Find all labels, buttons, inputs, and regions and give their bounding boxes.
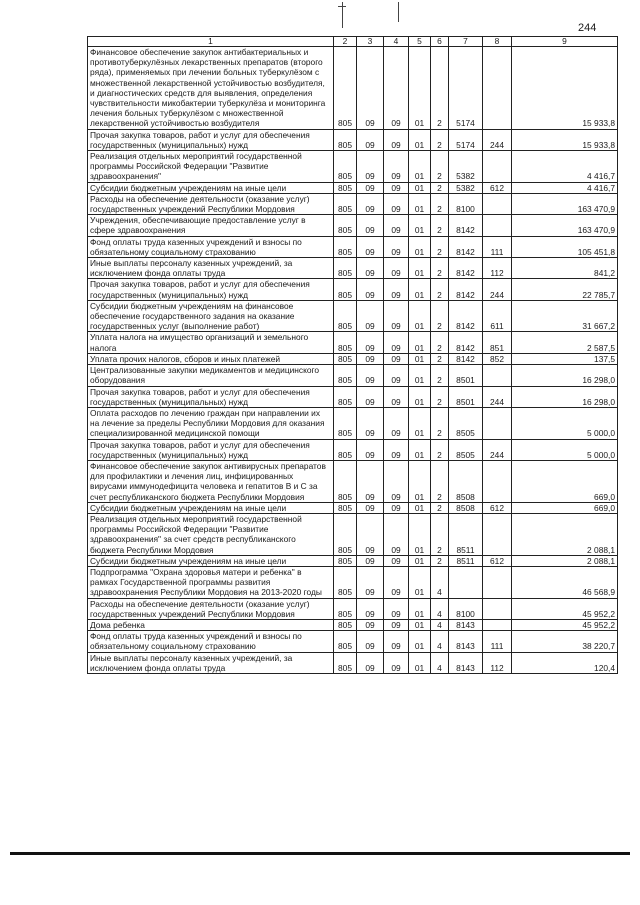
row-section: 09 [357,598,384,619]
row-subsection: 09 [384,407,409,439]
row-name: Субсидии бюджетным учреждениям на иные цели [88,502,334,513]
row-subsection: 09 [384,300,409,332]
row-subprogram: 2 [431,332,449,353]
row-section: 09 [357,439,384,460]
row-name: Прочая закупка товаров, работ и услуг для обеспечения государственных (муниципальных) нужд [88,279,334,300]
row-section: 09 [357,407,384,439]
row-name: Фонд оплаты труда казенных учреждений и взносы по обязательному социальному страхованию [88,236,334,257]
row-subsection: 09 [384,332,409,353]
row-section: 09 [357,215,384,236]
row-expense-type [483,619,512,630]
row-amount: 45 952,2 [512,619,618,630]
row-subprogram: 2 [431,353,449,364]
row-expense-type [483,365,512,386]
row-amount: 16 298,0 [512,365,618,386]
row-admin-code: 805 [334,566,357,598]
table-row [88,513,618,555]
row-name: Иные выплаты персоналу казенных учреждений, за исключением фонда оплаты труда [88,258,334,279]
row-subsection: 09 [384,502,409,513]
row-target-code: 8501 [449,386,483,407]
table-row [88,365,618,386]
row-target-code: 8142 [449,215,483,236]
row-admin-code: 805 [334,652,357,673]
row-expense-type [483,566,512,598]
table-row [88,332,618,353]
row-expense-type [483,598,512,619]
row-section: 09 [357,193,384,214]
row-admin-code: 805 [334,47,357,130]
row-subprogram: 2 [431,460,449,502]
row-subprogram: 2 [431,513,449,555]
row-section: 09 [357,353,384,364]
row-admin-code: 805 [334,386,357,407]
row-program: 01 [409,502,431,513]
table-row [88,193,618,214]
col-header: 8 [483,37,512,47]
row-program: 01 [409,386,431,407]
table-row [88,353,618,364]
row-subprogram: 2 [431,502,449,513]
row-program: 01 [409,332,431,353]
row-subsection: 09 [384,151,409,183]
row-subprogram: 4 [431,598,449,619]
row-program: 01 [409,151,431,183]
row-section: 09 [357,365,384,386]
row-amount: 4 416,7 [512,182,618,193]
col-header: 9 [512,37,618,47]
row-section: 09 [357,566,384,598]
row-target-code: 8501 [449,365,483,386]
row-section: 09 [357,555,384,566]
table-body [88,47,618,674]
row-section: 09 [357,47,384,130]
row-expense-type: 111 [483,631,512,652]
row-amount: 2 587,5 [512,332,618,353]
row-subsection: 09 [384,215,409,236]
row-name: Иные выплаты персоналу казенных учреждений, за исключением фонда оплаты труда [88,652,334,673]
row-target-code: 8142 [449,332,483,353]
row-program: 01 [409,460,431,502]
row-subsection: 09 [384,47,409,130]
row-amount: 45 952,2 [512,598,618,619]
table-row [88,566,618,598]
col-header: 3 [357,37,384,47]
row-program: 01 [409,129,431,150]
row-expense-type: 111 [483,236,512,257]
row-amount: 669,0 [512,460,618,502]
row-program: 01 [409,513,431,555]
table-row [88,555,618,566]
row-admin-code: 805 [334,555,357,566]
row-admin-code: 805 [334,619,357,630]
row-target-code: 8143 [449,631,483,652]
col-header: 5 [409,37,431,47]
row-amount: 5 000,0 [512,407,618,439]
row-admin-code: 805 [334,193,357,214]
row-admin-code: 805 [334,598,357,619]
row-program: 01 [409,47,431,130]
row-subprogram: 4 [431,652,449,673]
row-name: Финансовое обеспечение закупок антивирусных препаратов для профилактики и лечения лиц, инфицированных вирусами иммунодефицита человека и гепатитов В и С за счет республиканского бюджета Республики Мордовия [88,460,334,502]
row-expense-type: 612 [483,182,512,193]
row-expense-type: 244 [483,439,512,460]
row-section: 09 [357,513,384,555]
row-admin-code: 805 [334,236,357,257]
row-expense-type: 244 [483,386,512,407]
scan-mark-top [338,6,346,7]
row-subprogram: 4 [431,566,449,598]
scan-mark-right [398,2,399,22]
row-admin-code: 805 [334,182,357,193]
row-subprogram: 2 [431,215,449,236]
row-target-code: 8505 [449,439,483,460]
table-row [88,652,618,673]
row-expense-type: 852 [483,353,512,364]
row-expense-type [483,151,512,183]
row-amount: 22 785,7 [512,279,618,300]
row-subsection: 09 [384,193,409,214]
row-target-code: 8505 [449,407,483,439]
row-name: Реализация отдельных мероприятий государственной программы Российской Федерации "Развитие здравоохранения" за счет средств республиканского бюджета Республики Мордовия [88,513,334,555]
col-header: 2 [334,37,357,47]
row-name: Прочая закупка товаров, работ и услуг для обеспечения государственных (муниципальных) нужд [88,386,334,407]
row-amount: 137,5 [512,353,618,364]
table-row [88,631,618,652]
row-subsection: 09 [384,598,409,619]
row-expense-type: 244 [483,129,512,150]
col-header: 1 [88,37,334,47]
row-program: 01 [409,555,431,566]
row-subprogram: 4 [431,619,449,630]
row-section: 09 [357,631,384,652]
row-admin-code: 805 [334,151,357,183]
row-subsection: 09 [384,258,409,279]
table-row [88,407,618,439]
row-target-code: 8142 [449,300,483,332]
col-header: 7 [449,37,483,47]
row-amount: 31 667,2 [512,300,618,332]
row-target-code: 8508 [449,460,483,502]
row-name: Уплата прочих налогов, сборов и иных платежей [88,353,334,364]
row-section: 09 [357,502,384,513]
row-name: Фонд оплаты труда казенных учреждений и взносы по обязательному социальному страхованию [88,631,334,652]
row-subsection: 09 [384,365,409,386]
table-row [88,386,618,407]
row-amount: 5 000,0 [512,439,618,460]
table-row [88,151,618,183]
row-program: 01 [409,619,431,630]
row-admin-code: 805 [334,513,357,555]
row-admin-code: 805 [334,332,357,353]
row-expense-type: 112 [483,652,512,673]
row-admin-code: 805 [334,279,357,300]
row-expense-type: 851 [483,332,512,353]
row-expense-type: 612 [483,502,512,513]
col-header: 6 [431,37,449,47]
row-program: 01 [409,279,431,300]
row-subprogram: 2 [431,555,449,566]
row-subprogram: 2 [431,386,449,407]
row-subsection: 09 [384,631,409,652]
row-subsection: 09 [384,460,409,502]
row-program: 01 [409,258,431,279]
header-row [88,37,618,47]
row-subprogram: 2 [431,258,449,279]
row-expense-type: 112 [483,258,512,279]
row-name: Прочая закупка товаров, работ и услуг для обеспечения государственных (муниципальных) нужд [88,439,334,460]
row-subprogram: 2 [431,279,449,300]
row-name: Прочая закупка товаров, работ и услуг для обеспечения государственных (муниципальных) нужд [88,129,334,150]
row-program: 01 [409,407,431,439]
table-row [88,502,618,513]
row-name: Оплата расходов по лечению граждан при направлении их на лечение за пределы Республики Мордовия для оказания специализированной медицинской помощи [88,407,334,439]
row-expense-type [483,407,512,439]
row-subsection: 09 [384,353,409,364]
row-program: 01 [409,631,431,652]
row-subsection: 09 [384,619,409,630]
table-row [88,619,618,630]
row-amount: 669,0 [512,502,618,513]
row-amount: 105 451,8 [512,236,618,257]
row-subsection: 09 [384,279,409,300]
row-target-code: 5174 [449,129,483,150]
row-subsection: 09 [384,236,409,257]
row-target-code: 5382 [449,182,483,193]
row-target-code: 8142 [449,236,483,257]
row-amount: 46 568,9 [512,566,618,598]
row-amount: 2 088,1 [512,555,618,566]
table-row [88,129,618,150]
row-admin-code: 805 [334,439,357,460]
row-section: 09 [357,300,384,332]
row-target-code [449,566,483,598]
row-amount: 163 470,9 [512,193,618,214]
row-name: Финансовое обеспечение закупок антибактериальных и противотуберкулёзных лекарственных препаратов (второго ряда), применяемых при лечении больных туберкулёзом с множественной лекарственной устойчивостью возбудителя, и диагностических средств для выявления, определения чувствительности микобактерии туберкулёза и мониторинга лечения больных туберкулёзом с множественной лекарственной устойчивостью возбудителя [88,47,334,130]
table-row [88,439,618,460]
row-admin-code: 805 [334,460,357,502]
row-section: 09 [357,279,384,300]
row-name: Дома ребенка [88,619,334,630]
row-section: 09 [357,129,384,150]
row-expense-type: 244 [483,279,512,300]
table-row [88,182,618,193]
row-subprogram: 2 [431,129,449,150]
row-program: 01 [409,353,431,364]
row-target-code: 8511 [449,513,483,555]
row-expense-type [483,193,512,214]
row-program: 01 [409,598,431,619]
row-expense-type [483,460,512,502]
row-subsection: 09 [384,386,409,407]
row-program: 01 [409,182,431,193]
row-amount: 163 470,9 [512,215,618,236]
row-subsection: 09 [384,182,409,193]
row-name: Подпрограмма "Охрана здоровья матери и ребенка" в рамках Государственной программы развития здравоохранения Республики Мордовия на 2013-2020 годы [88,566,334,598]
row-section: 09 [357,386,384,407]
row-target-code: 8100 [449,193,483,214]
row-target-code: 5174 [449,47,483,130]
row-target-code: 8100 [449,598,483,619]
row-subprogram: 4 [431,631,449,652]
row-subprogram: 2 [431,47,449,130]
row-amount: 15 933,8 [512,47,618,130]
row-name: Уплата налога на имущество организаций и земельного налога [88,332,334,353]
row-expense-type [483,513,512,555]
row-amount: 38 220,7 [512,631,618,652]
row-subsection: 09 [384,566,409,598]
row-subsection: 09 [384,129,409,150]
budget-table [87,36,618,674]
row-expense-type [483,47,512,130]
row-target-code: 8142 [449,279,483,300]
row-subsection: 09 [384,555,409,566]
row-subsection: 09 [384,652,409,673]
row-name: Централизованные закупки медикаментов и медицинского оборудования [88,365,334,386]
row-subprogram: 2 [431,193,449,214]
row-target-code: 8143 [449,652,483,673]
row-admin-code: 805 [334,353,357,364]
row-amount: 2 088,1 [512,513,618,555]
table-row [88,460,618,502]
row-name: Учреждения, обеспечивающие предоставление услуг в сфере здравоохранения [88,215,334,236]
row-target-code: 8142 [449,258,483,279]
row-section: 09 [357,619,384,630]
row-subprogram: 2 [431,151,449,183]
row-subprogram: 2 [431,236,449,257]
row-expense-type [483,215,512,236]
row-amount: 15 933,8 [512,129,618,150]
row-program: 01 [409,193,431,214]
row-section: 09 [357,236,384,257]
row-program: 01 [409,236,431,257]
row-section: 09 [357,258,384,279]
row-target-code: 8511 [449,555,483,566]
row-expense-type: 612 [483,555,512,566]
row-section: 09 [357,332,384,353]
row-program: 01 [409,566,431,598]
table-row [88,47,618,130]
col-header: 4 [384,37,409,47]
table-row [88,258,618,279]
row-program: 01 [409,652,431,673]
row-subsection: 09 [384,439,409,460]
row-target-code: 8143 [449,619,483,630]
row-target-code: 8142 [449,353,483,364]
page-bottom-rule [10,852,630,855]
row-section: 09 [357,151,384,183]
row-subsection: 09 [384,513,409,555]
row-name: Реализация отдельных мероприятий государственной программы Российской Федерации "Развитие здравоохранения" [88,151,334,183]
row-subprogram: 2 [431,300,449,332]
row-program: 01 [409,215,431,236]
row-section: 09 [357,652,384,673]
row-name: Субсидии бюджетным учреждениям на иные цели [88,182,334,193]
table-row [88,279,618,300]
row-expense-type: 611 [483,300,512,332]
row-name: Расходы на обеспечение деятельности (оказание услуг) государственных учреждений Республики Мордовия [88,598,334,619]
row-section: 09 [357,460,384,502]
row-admin-code: 805 [334,300,357,332]
row-name: Расходы на обеспечение деятельности (оказание услуг) государственных учреждений Республики Мордовия [88,193,334,214]
page-number: 244 [578,22,597,34]
row-name: Субсидии бюджетным учреждениям на иные цели [88,555,334,566]
row-admin-code: 805 [334,215,357,236]
row-admin-code: 805 [334,631,357,652]
row-target-code: 8508 [449,502,483,513]
row-admin-code: 805 [334,407,357,439]
table-row [88,215,618,236]
table-row [88,236,618,257]
row-subprogram: 2 [431,439,449,460]
row-section: 09 [357,182,384,193]
row-program: 01 [409,365,431,386]
row-admin-code: 805 [334,258,357,279]
row-program: 01 [409,439,431,460]
table-row [88,598,618,619]
table-row [88,300,618,332]
row-amount: 120,4 [512,652,618,673]
row-amount: 841,2 [512,258,618,279]
row-program: 01 [409,300,431,332]
row-admin-code: 805 [334,502,357,513]
row-admin-code: 805 [334,365,357,386]
row-amount: 4 416,7 [512,151,618,183]
row-subprogram: 2 [431,407,449,439]
row-admin-code: 805 [334,129,357,150]
row-subprogram: 2 [431,365,449,386]
row-amount: 16 298,0 [512,386,618,407]
row-target-code: 5382 [449,151,483,183]
row-name: Субсидии бюджетным учреждениям на финансовое обеспечение государственного задания на оказание государственных услуг (выполнение работ) [88,300,334,332]
row-subprogram: 2 [431,182,449,193]
